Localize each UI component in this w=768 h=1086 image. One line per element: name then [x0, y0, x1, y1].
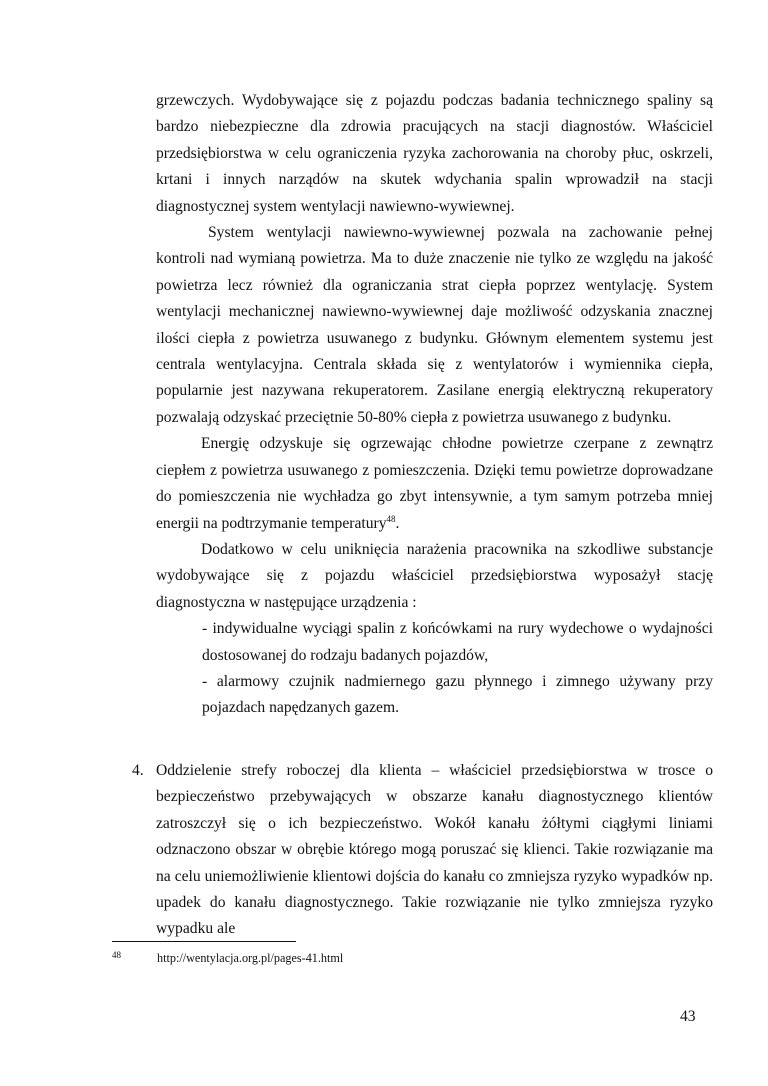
item-text: Oddzielenie strefy roboczej dla klienta – właściciel przedsiębiorstwa w trosce o bezpieczeństwo przebywających w obszarze kanału diagnostycznego klientów zatroszczył się o ich bezpieczeństwo. Wokół kanału żółtymi ciągłymi liniami odznaczono obszar w obrębie którego mogą poruszać się klienci. Takie rozwiązanie ma na celu uniemożliwienie klientowi dojścia do kanału co zmniejsza ryzyko wypadków np. upadek do kanału diagnostycznego. Takie rozwiązanie nie tylko zmniejsza ryzyko wypadku ale: [156, 762, 713, 938]
footnote-reference[interactable]: 48: [386, 513, 396, 524]
paragraph-energy-recovery: Energię odzyskuje się ogrzewając chłodne powietrze czerpane z zewnątrz ciepłem z powietrza usuwanego z pomieszczenia. Dzięki temu powietrze doprowadzane do pomieszczenia nie wychładza go zbyt intensywnie, a tym samym potrzeba mniej energii na podtrzymanie temperatury$^{48}$.: [156, 435, 713, 532]
body-text: [156, 88, 713, 722]
footnote-divider: [112, 941, 296, 942]
page-number: 43: [680, 1008, 696, 1025]
paragraph-energy-recovery-text: Energię odzyskuje się ogrzewając chłodne powietrze czerpane z zewnątrz ciepłem z powietrza usuwanego z pomieszczenia. Dzięki temu powietrze doprowadzane do pomieszczenia nie wychładza go zbyt intensywnie, a tym samym potrzeba mniej energii na podtrzymanie temperatury: [156, 435, 713, 532]
footnote-mark: 48: [112, 950, 121, 960]
paragraph-continuation: grzewczych. Wydobywające się z pojazdu podczas badania technicznego spaliny są bardzo niebezpieczne dla zdrowia pracujących na stacji diagnostów. Właściciel przedsiębiorstwa w celu ograniczenia ryzyka zachorowania na choroby płuc, oskrzeli, krtani i innych narządów na skutek wdychania spalin wprowadził na stacji diagnostycznej system wentylacji nawiewno-wywiewnej.: [156, 92, 713, 215]
numbered-item-customer-zone: [132, 758, 713, 943]
list-item-exhaust-extractors: - indywidualne wyciągi spalin z końcówkami na rury wydechowe o wydajności dostosowanej do rodzaju badanych pojazdów,: [202, 620, 713, 664]
footnote-link[interactable]: http://wentylacja.org.pl/pages-41.html: [157, 951, 344, 965]
list-item-gas-sensor: - alarmowy czujnik nadmiernego gazu płynnego i zimnego używany przy pojazdach napędzanych gazem.: [202, 672, 713, 717]
paragraph-additional-equipment: Dodatkowo w celu uniknięcia narażenia pracownika na szkodliwe substancje wydobywające się z pojazdu właściciel przedsiębiorstwa wyposażył stację diagnostyczna w następujące urządzenia :: [156, 540, 713, 611]
paragraph-ventilation-system: System wentylacji nawiewno-wywiewnej pozwala na zachowanie pełnej kontroli nad wymianą powietrza. Ma to duże znaczenie nie tylko ze względu na jakość powietrza lecz również dla ograniczania strat ciepła poprzez wentylację. System wentylacji mechanicznej nawiewno-wywiewnej daje możliwość odzyskania znacznej ilości ciepła z powietrza usuwanego z budynku. Głównym elementem systemu jest centrala wentylacyjna. Centrala składa się z wentylatorów i wymiennika ciepła, popularnie jest nazywana rekuperatorem. Zasilane energią elektryczną rekuperatory pozwalają odzyskać przeciętnie 50-80% ciepła z powietrza usuwanego z budynku.: [156, 224, 713, 426]
item-number: 4.: [132, 762, 144, 779]
